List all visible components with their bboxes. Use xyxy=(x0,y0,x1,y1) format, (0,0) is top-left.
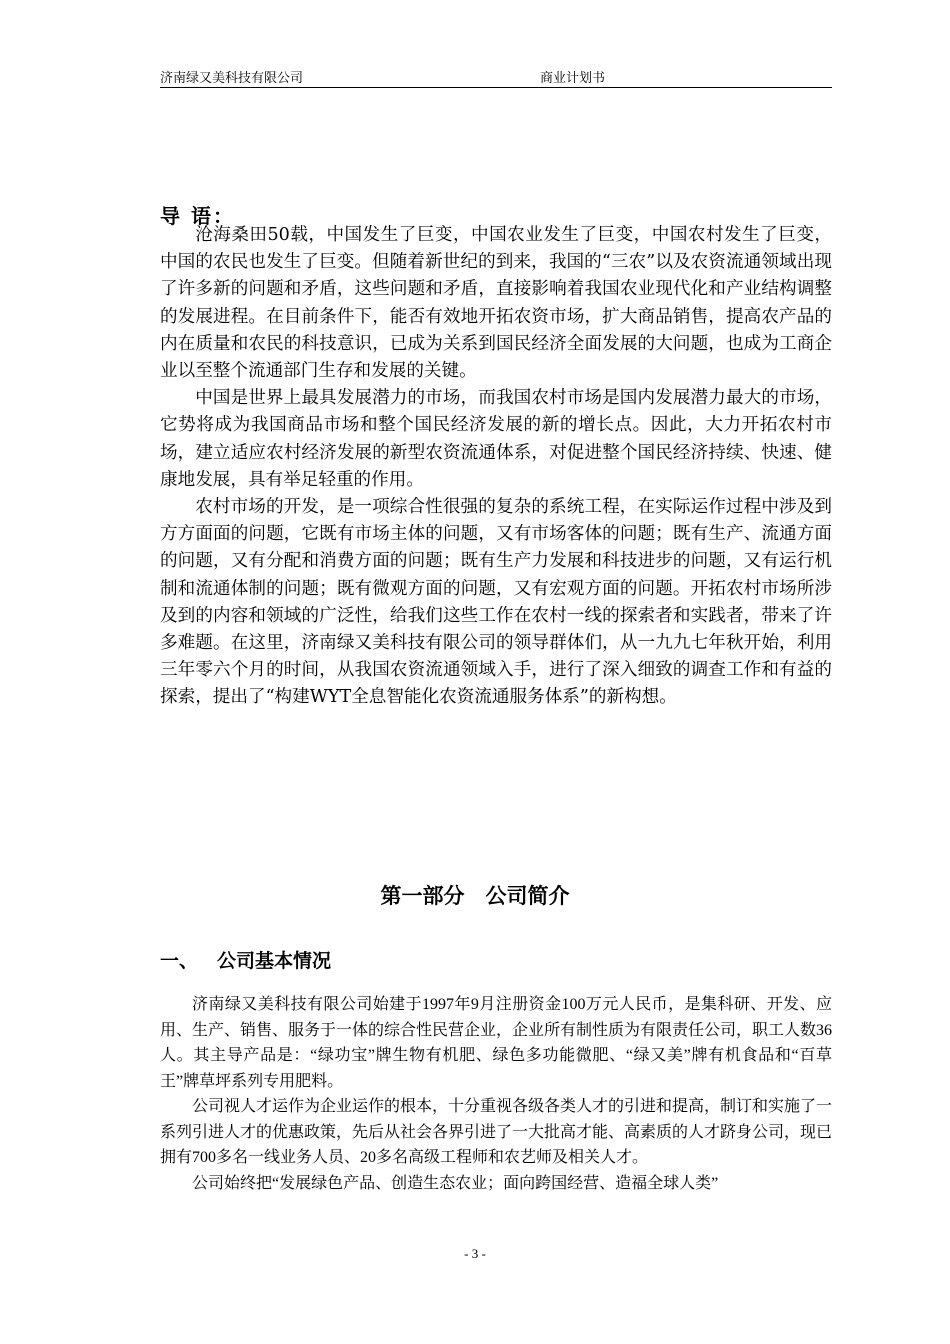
header-document-type: 商业计划书 xyxy=(540,71,606,86)
body-paragraph: 公司始终把“发展绿色产品、创造生态农业；面向跨国经营、造福全球人类” xyxy=(192,1174,719,1192)
intro-paragraph: 中国是世界上最具发展潜力的市场，而我国农村市场是国内发展潜力最大的市场，它势将成为我国商品市场和整个国民经济发展的新的增长点。因此，大力开拓农村市场，建立适应农村经济发展的新型农资流通体系，对促进整个国民经济持续、快速、健康地发展，具有举足轻重的作用。 xyxy=(160,388,832,490)
section-heading xyxy=(160,946,331,973)
section-title: 公司基本情况 xyxy=(217,950,332,972)
intro-paragraph: 农村市场的开发，是一项综合性很强的复杂的系统工程，在实际运作过程中涉及到方方面面的问题，它既有市场主体的问题，又有市场客体的问题；既有生产、流通方面的问题，又有分配和消费方面的问题；既有生产力发展和科技进步的问题，又有运行机制和流通体制的问题；既有微观方面的问题，又有宏观方面的问题。开拓农村市场所涉及到的内容和领域的广泛性，给我们这些工作在农村一线的探索者和实践者，带来了许多难题。在这里，济南绿又美科技有限公司的领导群体们，从一九九七年秋开始，利用三年零六个月的时间，从我国农资流通领域入手，进行了深入细致的调查工作和有益的探索，提出了“构建WYT全息智能化农资流通服务体系”的新构想。 xyxy=(160,497,832,708)
body-paragraph: 济南绿又美科技有限公司始建于1997年9月注册资金100万元人民币，是集科研、开发、应用、生产、销售、服务于一体的综合性民营企业，企业所有制性质为有限责任公司，职工人数36人。其主导产品是：“绿功宝”牌生物有机肥、绿色多功能微肥、“绿又美”牌有机食品和“百草王”牌草坪系列专用肥料。 xyxy=(160,996,833,1090)
page-number: - 3 - xyxy=(464,1246,486,1261)
intro-heading: 导 语： xyxy=(160,204,235,228)
intro-body xyxy=(160,222,832,712)
section-body xyxy=(160,992,832,1196)
page-header xyxy=(160,63,832,88)
section-number: 一、 xyxy=(160,950,199,972)
body-paragraph: 公司视人才运作为企业运作的根本，十分重视各级各类人才的引进和提高，制订和实施了一系列引进人才的优惠政策，先后从社会各界引进了一大批高才能、高素质的人才跻身公司，现已拥有700多名一线业务人员、20多名高级工程师和农艺师及相关人才。 xyxy=(160,1098,833,1166)
header-company-name: 济南绿又美科技有限公司 xyxy=(160,71,304,86)
intro-paragraph: 沧海桑田50载，中国发生了巨变，中国农业发生了巨变，中国农村发生了巨变，中国的农民也发生了巨变。但随着新世纪的到来，我国的“三农”以及农资流通领域出现了许多新的问题和矛盾，这些问题和矛盾，直接影响着我国农业现代化和产业结构调整的发展进程。在目前条件下，能否有效地开拓农资市场，扩大商品销售，提高农产品的内在质量和农民的科技意识，已成为关系到国民经济全面发展的大问题，也成为工商企业以至整个流通部门生存和发展的关键。 xyxy=(160,225,832,382)
part-title: 第一部分 公司简介 xyxy=(380,884,570,908)
